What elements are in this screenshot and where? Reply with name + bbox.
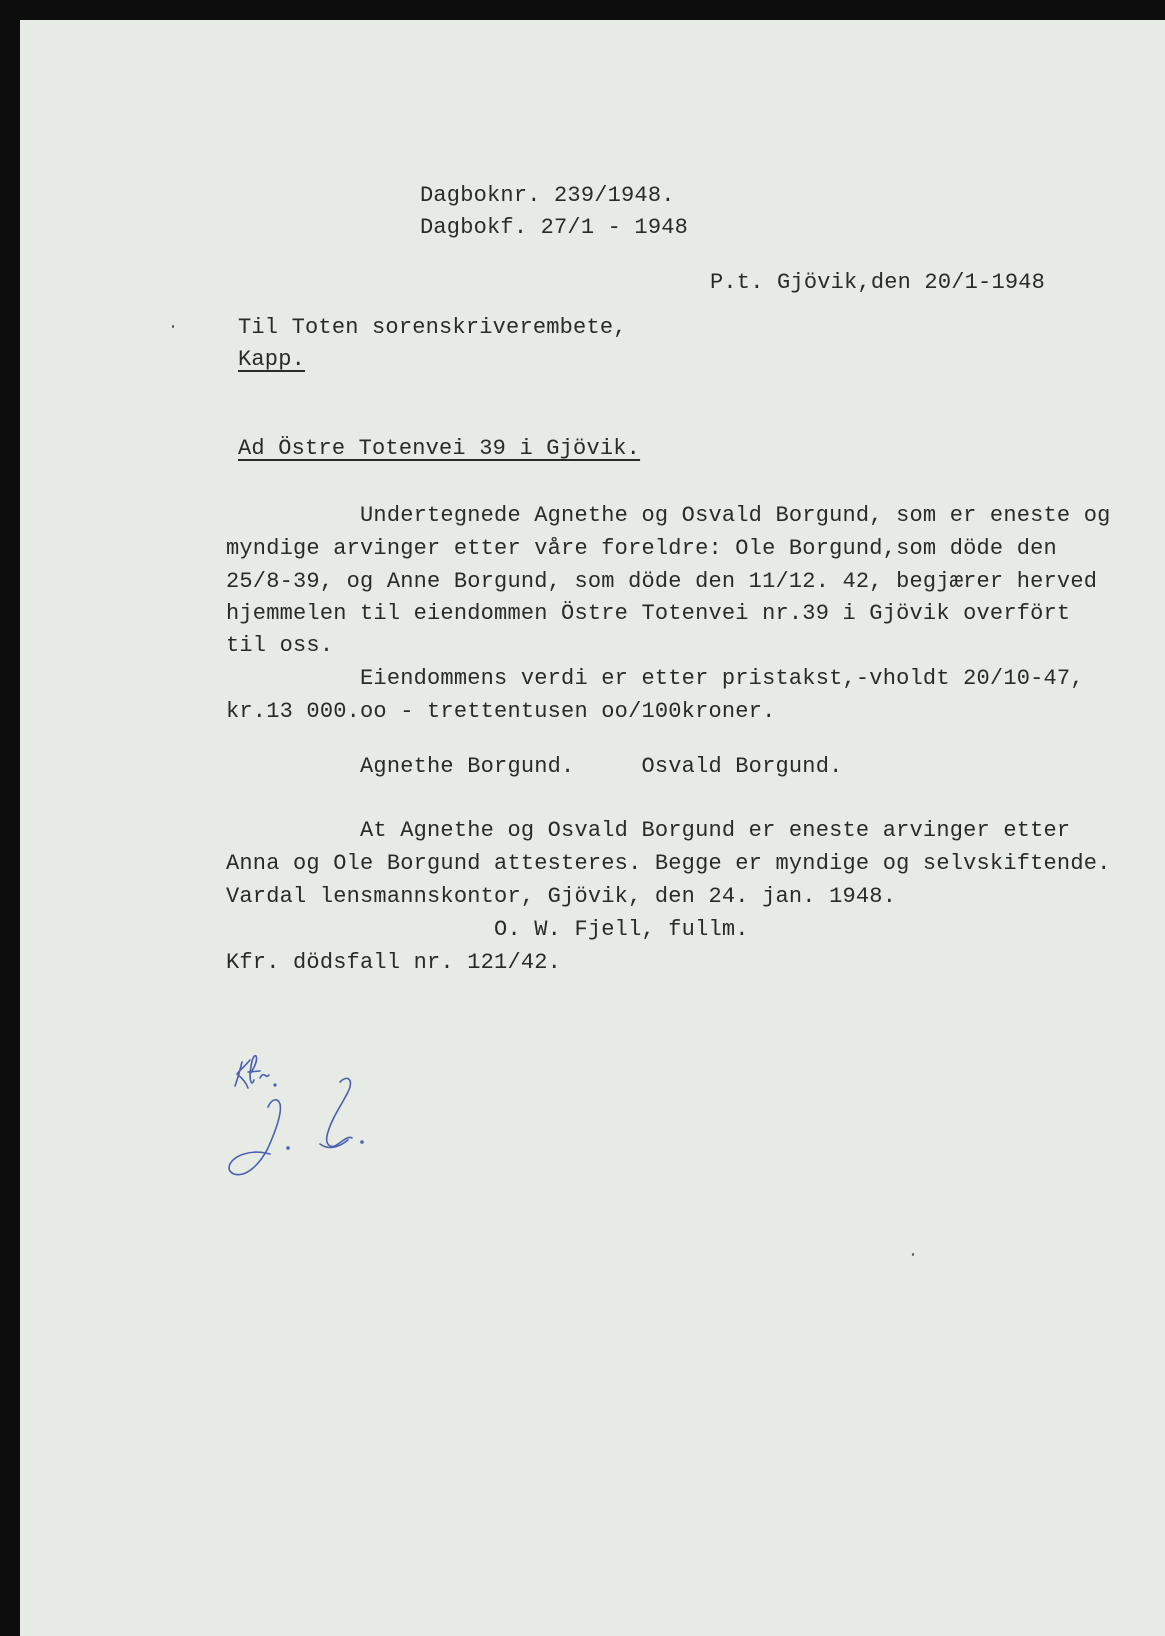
journal-number: Dagboknr. 239/1948. [420, 183, 675, 208]
signature-names: Agnethe Borgund. Osvald Borgund. [226, 754, 843, 779]
attestation-line-2: Anna og Ole Borgund attesteres. Begge er myndige og selvskiftende. [226, 851, 1111, 876]
body-line-3: 25/8-39, og Anne Borgund, som döde den 11/12. 42, begjærer herved [226, 569, 1098, 594]
attestation-line-3: Vardal lensmannskontor, Gjövik, den 24. jan. 1948. [226, 884, 897, 909]
attestation-line-4: O. W. Fjell, fullm. [226, 917, 749, 942]
handwritten-signature [220, 1052, 400, 1197]
subject-line: Ad Östre Totenvei 39 i Gjövik. [238, 436, 641, 461]
document-page [20, 20, 1165, 1636]
body-line-6: Eiendommens verdi er etter pristakst,-vholdt 20/10-47, [226, 666, 1084, 691]
attestation-line-1: At Agnethe og Osvald Borgund er eneste arvinger etter [226, 818, 1071, 843]
reference-line: Kfr. dödsfall nr. 121/42. [226, 950, 562, 975]
paper-speck [172, 325, 174, 328]
place-and-date: P.t. Gjövik,den 20/1-1948 [710, 270, 1046, 295]
journal-date: Dagbokf. 27/1 - 1948 [420, 215, 689, 240]
body-line-1: Undertegnede Agnethe og Osvald Borgund, som er eneste og [226, 503, 1111, 528]
recipient-line-2: Kapp. [238, 347, 306, 372]
body-line-7: kr.13 000.oo - trettentusen oo/100kroner. [226, 699, 776, 724]
recipient-line-1: Til Toten sorenskriverembete, [238, 315, 627, 340]
body-line-4: hjemmelen til eiendommen Östre Totenvei nr.39 i Gjövik overfört [226, 601, 1071, 626]
body-line-5: til oss. [226, 633, 334, 658]
body-line-2: myndige arvinger etter våre foreldre: Ole Borgund,som döde den [226, 536, 1057, 561]
paper-speck [912, 1253, 915, 1257]
